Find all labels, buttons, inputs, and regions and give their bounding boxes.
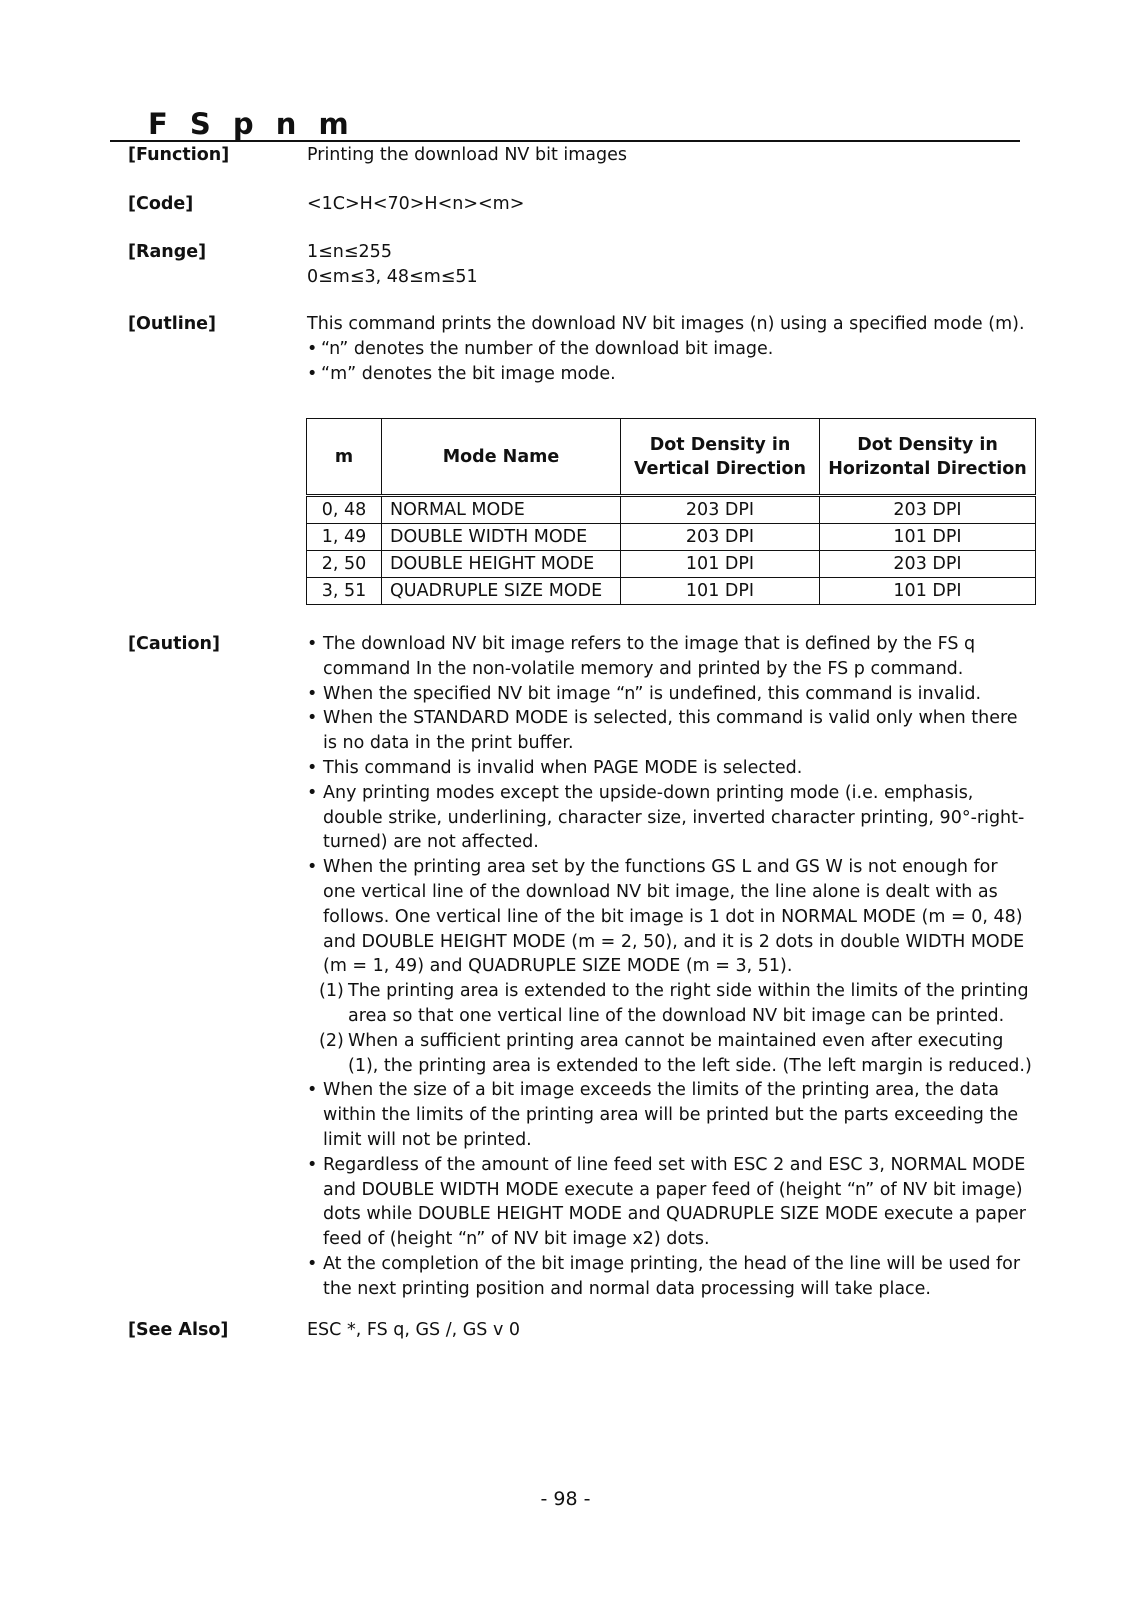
subitem-number: (2) [319, 1030, 344, 1051]
mode-table [306, 418, 1036, 605]
caution-item-text: Any printing modes except the upside-down printing mode (i.e. emphasis, double strike, underlining, character size, inverted character printing, 90°-right-turned) are not affected. [323, 782, 1025, 853]
bullet-marker: • [307, 1253, 318, 1274]
table-cell: 101 DPI [621, 578, 820, 605]
outline-intro: This command prints the download NV bit images (n) using a specified mode (m). [307, 314, 1025, 334]
command-title: F S p n m [148, 107, 355, 141]
subitem-number: (1) [319, 981, 344, 1002]
caution-item [307, 706, 1032, 756]
range-label: [Range] [128, 242, 207, 262]
table-cell: 101 DPI [820, 524, 1036, 551]
caution-item [307, 682, 1032, 707]
table-cell: 3, 51 [307, 578, 382, 605]
caution-item [307, 1252, 1032, 1302]
outline-bullet [307, 337, 1032, 362]
range-line: 1≤n≤255 [307, 242, 392, 262]
caution-item-text: When the STANDARD MODE is selected, this command is valid only when there is no data in the print buffer. [323, 708, 1018, 754]
table-cell: 203 DPI [621, 524, 820, 551]
caution-item-text: When the size of a bit image exceeds the limits of the printing area, the data within the limits of the printing area will be printed but the parts exceeding the limit will not be printed. [323, 1080, 1019, 1150]
bullet-marker: • [307, 1154, 318, 1175]
table-cell: 203 DPI [820, 551, 1036, 578]
caution-subitem [307, 1029, 1032, 1079]
table-cell: DOUBLE HEIGHT MODE [382, 551, 621, 578]
caution-item-text: At the completion of the bit image printing, the head of the line will be used for the next printing position and normal data processing will take place. [323, 1253, 1021, 1299]
caution-item-text: The download NV bit image refers to the image that is defined by the FS q command In the non-volatile memory and printed by the FS p command. [323, 634, 976, 679]
outline-bullet [307, 362, 1032, 387]
subitem-text: When a sufficient printing area cannot be maintained even after executing (1), the printing area is extended to the left side. (The left margin is reduced.) [348, 1030, 1032, 1076]
outline-label: [Outline] [128, 314, 217, 334]
bullet-marker: • [307, 708, 318, 729]
table-header-cell: Dot Density in Vertical Direction [621, 419, 820, 496]
table-cell: NORMAL MODE [382, 496, 621, 524]
caution-item-text: When the specified NV bit image “n” is undefined, this command is invalid. [323, 683, 982, 704]
bullet-marker: • [307, 364, 318, 384]
see-also-text: ESC *, FS q, GS /, GS v 0 [307, 1320, 521, 1340]
table-cell: 1, 49 [307, 524, 382, 551]
table-cell: 101 DPI [820, 578, 1036, 605]
code-text: <1C>H<70>H<n><m> [307, 194, 525, 214]
caution-item [307, 756, 1032, 781]
title-rule [110, 140, 1020, 142]
bullet-marker: • [307, 1080, 318, 1101]
caution-item [307, 1153, 1032, 1252]
table-cell: 203 DPI [621, 496, 820, 524]
outline-bullet-text: “n” denotes the number of the download bit image. [321, 339, 774, 359]
table-row [307, 524, 1036, 551]
bullet-marker: • [307, 857, 318, 878]
page-number: - 98 - [540, 1488, 591, 1510]
table-cell: 203 DPI [820, 496, 1036, 524]
caution-list [307, 632, 1032, 1302]
range-values [307, 240, 478, 290]
caution-label: [Caution] [128, 634, 220, 654]
bullet-marker: • [307, 339, 318, 359]
code-label: [Code] [128, 194, 194, 214]
range-line: 0≤m≤3, 48≤m≤51 [307, 267, 478, 287]
table-row [307, 578, 1036, 605]
bullet-marker: • [307, 634, 318, 654]
table-header-cell: Dot Density in Horizontal Direction [820, 419, 1036, 496]
caution-item-text: When the printing area set by the functions GS L and GS W is not enough for one vertical line of the download NV bit image, the line alone is dealt with as follows. One vertical line of the bit image is 1 dot in NORMAL MODE (m = 0, 48) and DOUBLE HEIGHT MODE (m = 2, 50), and it is 2 dots in double WIDTH MODE (m = 1, 49) and QUADRUPLE SIZE MODE (m = 3, 51). [323, 857, 1025, 977]
table-row [307, 551, 1036, 578]
table-cell: 0, 48 [307, 496, 382, 524]
table-cell: 2, 50 [307, 551, 382, 578]
table-cell: DOUBLE WIDTH MODE [382, 524, 621, 551]
outline-body [307, 312, 1032, 387]
subitem-text: The printing area is extended to the right side within the limits of the printing area so that one vertical line of the download NV bit image can be printed. [348, 981, 1029, 1026]
caution-item [307, 781, 1032, 855]
bullet-marker: • [307, 757, 318, 778]
table-header-cell: m [307, 419, 382, 496]
see-also-label: [See Also] [128, 1320, 229, 1340]
table-header-cell: Mode Name [382, 419, 621, 496]
bullet-marker: • [307, 782, 318, 803]
function-text: Printing the download NV bit images [307, 145, 627, 165]
function-label: [Function] [128, 145, 230, 165]
caution-item [307, 1078, 1032, 1152]
table-row [307, 496, 1036, 524]
outline-bullet-text: “m” denotes the bit image mode. [321, 364, 616, 384]
caution-item [307, 855, 1032, 979]
bullet-marker: • [307, 683, 318, 704]
table-cell: QUADRUPLE SIZE MODE [382, 578, 621, 605]
table-header-row [307, 419, 1036, 496]
caution-item-text: This command is invalid when PAGE MODE is selected. [323, 757, 803, 778]
caution-subitem [307, 979, 1032, 1029]
caution-item-text: Regardless of the amount of line feed set with ESC 2 and ESC 3, NORMAL MODE and DOUBLE WIDTH MODE execute a paper feed of (height “n” of NV bit image) dots while DOUBLE HEIGHT MODE and QUADRUPLE SIZE MODE execute a paper feed of (height “n” of NV bit image x2) dots. [323, 1154, 1026, 1250]
caution-item [307, 632, 1032, 682]
table-cell: 101 DPI [621, 551, 820, 578]
